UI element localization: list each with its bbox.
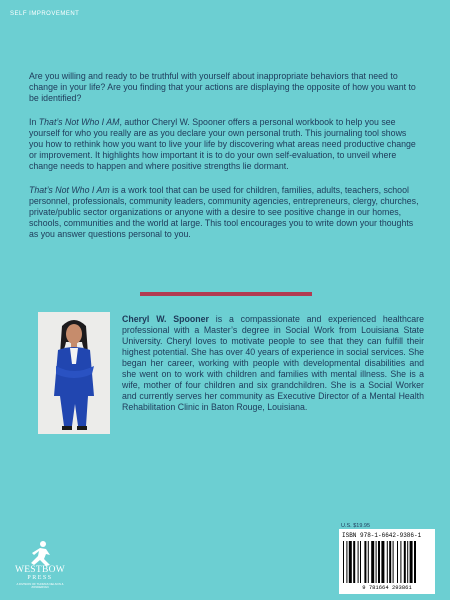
section-divider (140, 292, 312, 296)
category-label: SELF IMPROVEMENT (10, 11, 80, 17)
isbn-line: ISBN 978-1-6642-9386-1 (342, 532, 422, 539)
author-name: Cheryl W. Spooner (122, 314, 209, 324)
publisher-tagline: A DIVISION OF THOMAS NELSON & ZONDERVAN (16, 582, 64, 590)
description-paragraph-1: Are you willing and ready to be truthful with yourself about inappropriate behaviors that need to change in your life? Are you finding that your actions are displaying the opposite of how you want to be identified? (29, 71, 416, 103)
paragraph-2-text: , author Cheryl W. Spooner offers a personal workbook to help you see yourself for who you really are as you declare your own personal truth. This journaling tool shows you how to rethink how you want to live your life by discovering what areas need productive change or improvement. It highlights how important it is to do your own self-evaluation, to unveil where change needs to happen and where positive strengths lie dormant. (29, 117, 416, 171)
paragraph-3-text: is a work tool that can be used for children, families, adults, teachers, school personnel, professionals, community leaders, community agencies, entrepreneurs, clergy, churches, private/public sector organizations or anyone with a desire to see positive change in our homes, schools, communities and the world at large. This tool encourages you to write down your thoughts as you answer questions personal to you. (29, 185, 419, 239)
book-title-italic: That’s Not Who I Am (29, 185, 110, 195)
price-label: U.S. $19.95 (341, 523, 371, 529)
barcode-bars (343, 541, 431, 583)
runner-icon (10, 539, 70, 567)
author-bio (122, 314, 424, 413)
book-description (29, 71, 419, 240)
author-bio-text: is a compassionate and experienced healthcare professional with a Master’s degree in Social Work from Louisiana State University. Cheryl loves to motivate people to see that they can fulfill their highest potential. She has over 40 years of experience in social services. She began her career, working with people with developmental disabilities and she went on to work with children and families with mental illness. She is a wife, mother of four children and six grandchildren. She is a Social Worker and currently serves her community as Executive Director of a Mental Health Rehabilitation Clinic in Baton Rouge, Louisiana. (122, 314, 424, 413)
paragraph-2-prefix: In (29, 117, 39, 127)
description-paragraph-2 (29, 117, 419, 172)
publisher-press: PRESS (27, 575, 53, 581)
author-photo (38, 312, 110, 434)
isbn-barcode (339, 529, 435, 594)
barcode-number: 9 781664 293861 (362, 584, 412, 591)
book-title-italic: That’s Not Who I AM (38, 117, 120, 127)
publisher-logo (10, 539, 70, 594)
publisher-name: WESTBOW (14, 565, 66, 575)
description-paragraph-3 (29, 185, 419, 240)
